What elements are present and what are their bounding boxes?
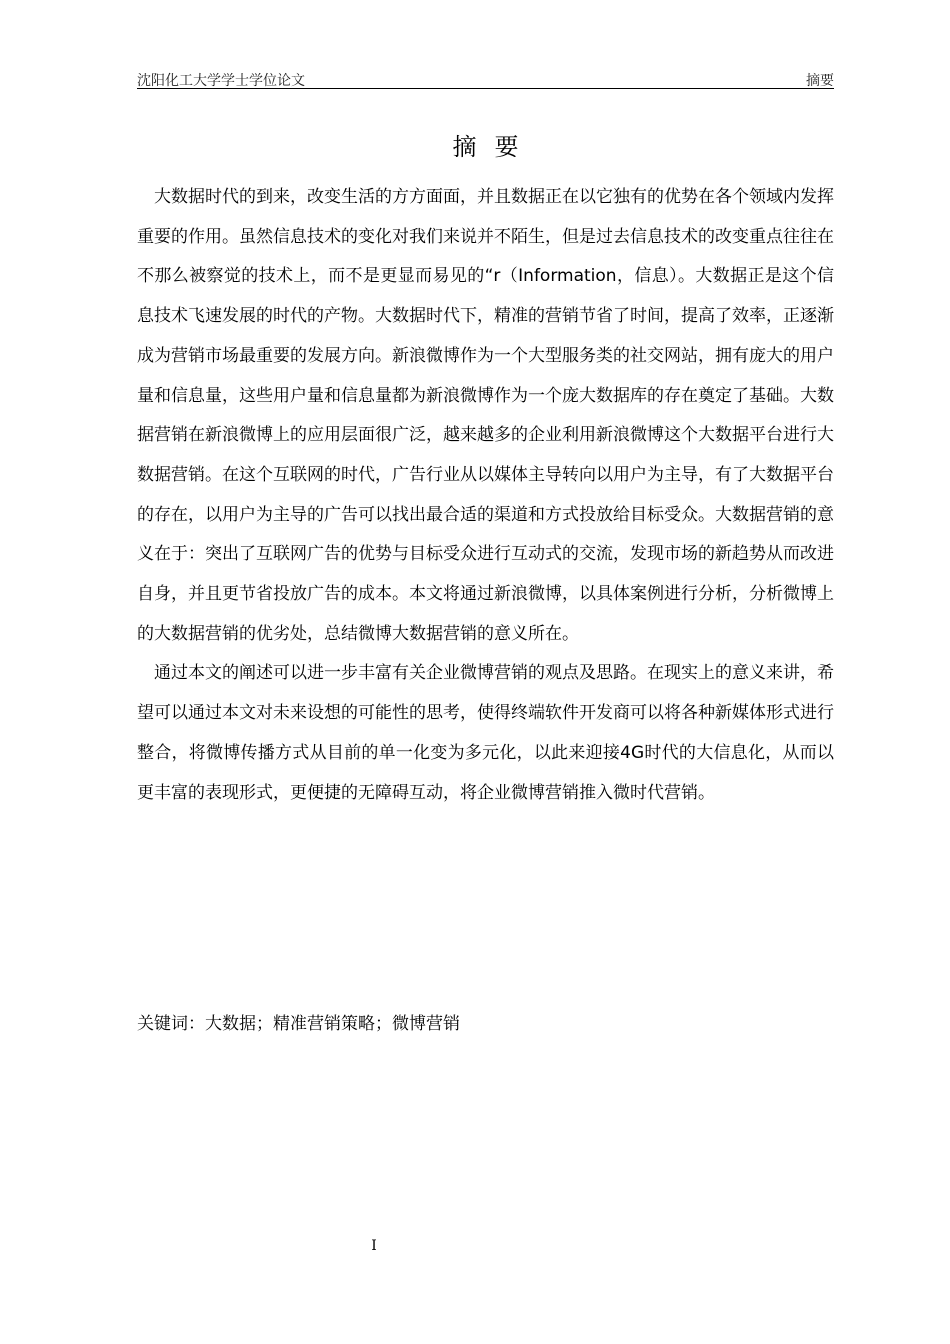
header-university-title: 沈阳化工大学学士学位论文 [137,73,305,89]
header-section-title: 摘要 [806,73,834,89]
abstract-title: 摘要 [452,133,537,161]
page-number: I [371,1238,377,1254]
keywords-line: 关键词：大数据；精准营销策略；微博营销 [137,1014,460,1034]
abstract-paragraph-1: 大数据时代的到来，改变生活的方方面面，并且数据正在以它独有的优势在各个领域内发挥重要的作用。虽然信息技术的变化对我们来说并不陌生，但是过去信息技术的改变重点往往在不那么被察觉的技术上，而不是更显而易见的“r（Information，信息）。大数据正是这个信息技术飞速发展的时代的产物。大数据时代下，精准的营销节省了时间，提高了效率，正逐渐成为营销市场最重要的发展方向。新浪微博作为一个大型服务类的社交网站，拥有庞大的用户量和信息量，这些用户量和信息量都为新浪微博作为一个庞大数据库的存在奠定了基础。大数据营销在新浪微博上的应用层面很广泛，越来越多的企业利用新浪微博这个大数据平台进行大数据营销。在这个互联网的时代，广告行业从以媒体主导转向以用户为主导，有了大数据平台的存在，以用户为主导的广告可以找出最合适的渠道和方式投放给目标受众。大数据营销的意义在于：突出了互联网广告的优势与目标受众进行互动式的交流，发现市场的新趋势从而改进自身，并且更节省投放广告的成本。本文将通过新浪微博，以具体案例进行分析，分析微博上的大数据营销的优劣处，总结微博大数据营销的意义所在。 [137,187,834,644]
abstract-paragraph-2: 通过本文的阐述可以进一步丰富有关企业微博营销的观点及思路。在现实上的意义来讲，希望可以通过本文对未来设想的可能性的思考，使得终端软件开发商可以将各种新媒体形式进行整合，将微博传播方式从目前的单一化变为多元化，以此来迎接4G时代的大信息化，从而以更丰富的表现形式，更便捷的无障碍互动，将企业微博营销推入微时代营销。 [137,663,834,803]
abstract-body [137,178,834,813]
page-header [137,70,834,89]
